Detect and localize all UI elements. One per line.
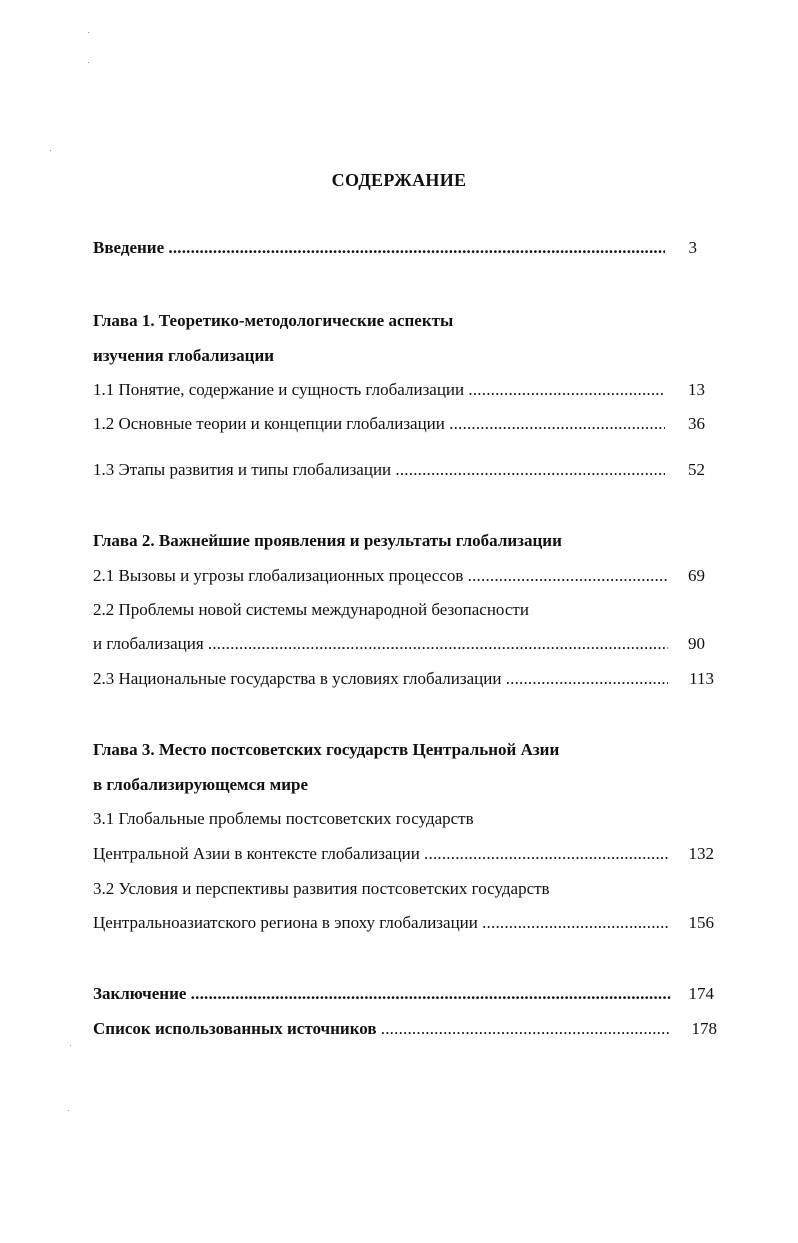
toc-entry-1-2[interactable]: [93, 412, 665, 436]
toc-entry-sources[interactable]: [93, 1017, 669, 1041]
toc-entry-3-1-line1[interactable]: 3.1 Глобальные проблемы постсоветских государств: [93, 809, 474, 828]
dot-leader: [463, 564, 668, 588]
toc-entry-label: и глобализация: [93, 634, 204, 653]
dot-leader: [464, 378, 665, 402]
toc-page-number: 13: [688, 380, 705, 399]
chapter-3-title-cont: в глобализирующемся мире: [93, 775, 308, 794]
dot-leader: [478, 911, 668, 935]
toc-entry-2-2[interactable]: [93, 632, 668, 656]
scan-speck: [68, 1110, 69, 1111]
dot-leader: [377, 1017, 669, 1041]
dot-leader: [501, 667, 668, 691]
toc-entry-label: 2.1 Вызовы и угрозы глобализационных процессов: [93, 566, 464, 585]
toc-entry-label: Центральноазиатского региона в эпоху глобализации: [93, 913, 478, 932]
chapter-3-title: Глава 3. Место постсоветских государств Центральной Азии: [93, 740, 560, 759]
toc-entry-label: 1.3 Этапы развития и типы глобализации: [93, 460, 392, 479]
scan-speck: [50, 150, 51, 151]
toc-page-number: 156: [688, 913, 714, 932]
toc-entry-label: 1.1 Понятие, содержание и сущность глобализации: [93, 380, 465, 399]
toc-entry-intro[interactable]: [93, 236, 665, 260]
toc-entry-label: Список использованных источников: [93, 1019, 377, 1038]
toc-entry-label: Введение: [93, 238, 165, 257]
dot-leader: [391, 458, 665, 482]
toc-entry-2-3[interactable]: [93, 667, 668, 691]
dot-leader: [204, 632, 668, 656]
toc-page-number: 174: [688, 984, 714, 1003]
toc-page-number: 52: [688, 460, 705, 479]
toc-page-number: 36: [688, 414, 705, 433]
chapter-1-title: Глава 1. Теоретико-методологические аспекты: [93, 311, 454, 330]
toc-page-number: 3: [688, 238, 697, 257]
toc-entry-label: Центральной Азии в контексте глобализации: [93, 844, 420, 863]
toc-entry-2-2-line1[interactable]: 2.2 Проблемы новой системы международной безопасности: [93, 600, 529, 619]
toc-entry-2-1[interactable]: [93, 564, 668, 588]
toc-entry-conclusion[interactable]: [93, 982, 671, 1006]
toc-entry-3-2[interactable]: [93, 911, 668, 935]
dot-leader: [445, 412, 665, 436]
toc-page-number: 113: [689, 669, 714, 688]
page-title: СОДЕРЖАНИЕ: [331, 170, 467, 190]
toc-page-number: 132: [688, 844, 714, 863]
scan-speck: [88, 62, 89, 63]
toc-entry-3-1[interactable]: [93, 842, 668, 866]
scan-speck: [88, 32, 89, 33]
toc-entry-3-2-line1[interactable]: 3.2 Условия и перспективы развития постсоветских государств: [93, 879, 550, 898]
toc-page-number: 69: [688, 566, 705, 585]
toc-page-number: 90: [688, 634, 705, 653]
dot-leader: [186, 982, 671, 1006]
toc-entry-1-1[interactable]: [93, 378, 665, 402]
chapter-1-title-cont: изучения глобализации: [93, 346, 275, 365]
scan-speck: [70, 1045, 71, 1046]
toc-entry-1-3[interactable]: [93, 458, 665, 482]
dot-leader: [164, 236, 665, 260]
toc-entry-label: 2.3 Национальные государства в условиях глобализации: [93, 669, 502, 688]
chapter-2-title: Глава 2. Важнейшие проявления и результаты глобализации: [93, 531, 562, 550]
dot-leader: [420, 842, 668, 866]
toc-entry-label: Заключение: [93, 984, 187, 1003]
toc-entry-label: 1.2 Основные теории и концепции глобализации: [93, 414, 445, 433]
toc-page-number: 178: [691, 1019, 717, 1038]
